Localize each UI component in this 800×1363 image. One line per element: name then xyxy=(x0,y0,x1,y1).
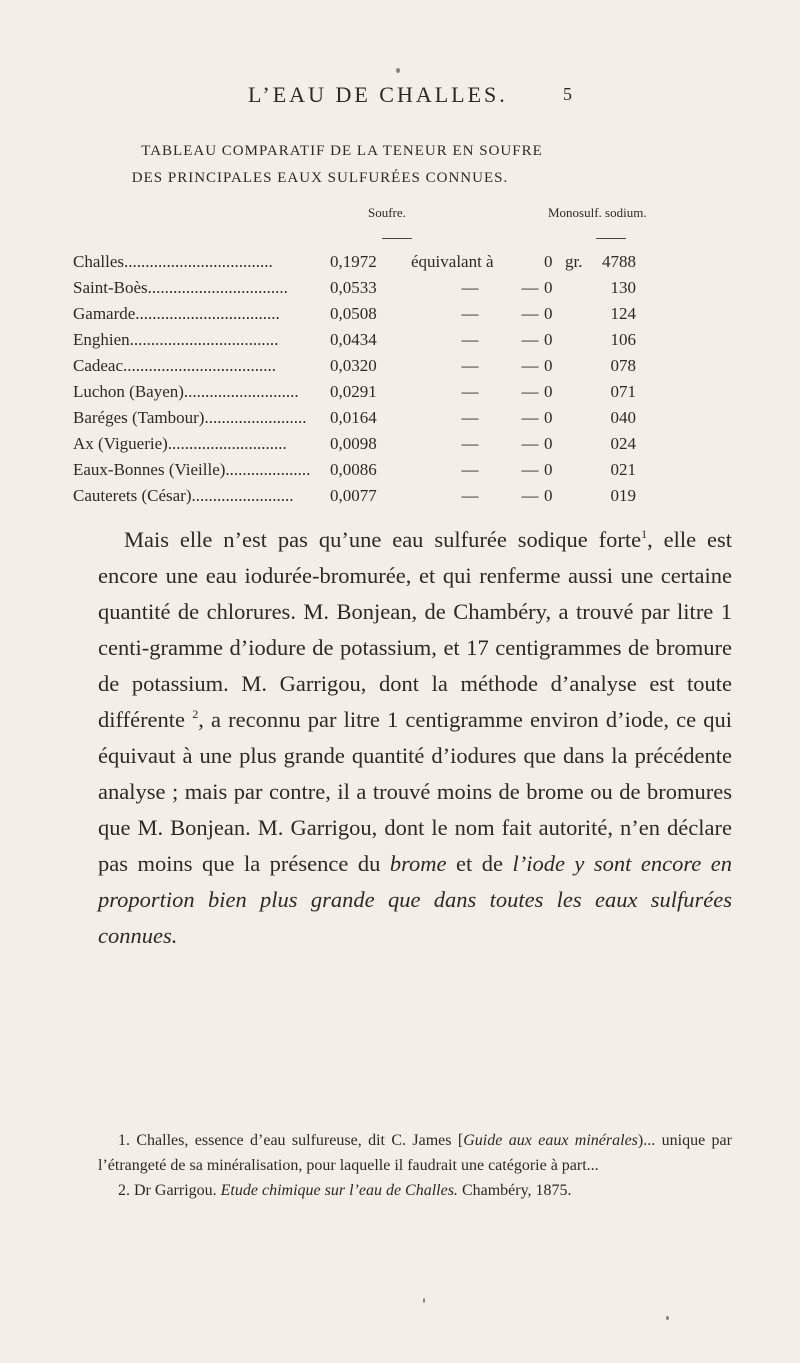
grams-zero: 0 xyxy=(544,330,553,349)
paper-speck xyxy=(423,1298,425,1303)
grams-unit: gr. xyxy=(565,252,583,271)
spring-name: Cadeac.................................... xyxy=(73,356,277,375)
spring-name: Eaux-Bonnes (Vieille).................... xyxy=(73,460,311,479)
running-head xyxy=(0,82,800,112)
table-row xyxy=(0,327,800,353)
ditto-dash: — xyxy=(521,356,539,375)
column-rule xyxy=(382,238,412,239)
table-row xyxy=(0,249,800,275)
soufre-value: 0,0164 xyxy=(330,408,377,427)
ditto-dash: — xyxy=(521,304,539,323)
footnote-1 xyxy=(98,1128,732,1178)
spring-name: Enghien................................... xyxy=(73,330,279,349)
footnote-text: Chambéry, 1875. xyxy=(457,1182,572,1199)
spring-name: Luchon (Bayen)........................... xyxy=(73,382,299,401)
grams-zero: 0 xyxy=(544,304,553,323)
running-title: L’EAU DE CHALLES. xyxy=(248,82,508,107)
column-header-soufre: Soufre. xyxy=(368,205,406,220)
table-row xyxy=(0,275,800,301)
monosulf-value: 021 xyxy=(610,460,636,479)
grams-zero: 0 xyxy=(544,278,553,297)
body-paragraph xyxy=(98,522,732,954)
spring-name: Challes................................... xyxy=(73,252,273,271)
ditto-dash: — xyxy=(461,330,479,349)
monosulf-value: 040 xyxy=(610,408,636,427)
ditto-dash: — xyxy=(521,278,539,297)
soufre-value: 0,0434 xyxy=(330,330,377,349)
ditto-dash: — xyxy=(461,486,479,505)
table-title-line-2: DES PRINCIPALES EAUX SULFURÉES CONNUES. xyxy=(131,170,509,186)
spring-name: Saint-Boès................................. xyxy=(73,278,288,297)
page-number: 5 xyxy=(563,84,572,104)
soufre-value: 0,0291 xyxy=(330,382,377,401)
footnote-ref-1: 1 xyxy=(641,527,648,541)
footnote-ref-2: 2 xyxy=(192,707,199,721)
footnote-text: 2. Dr Garrigou. xyxy=(118,1182,221,1199)
footnote-text: 1. Challes, essence d’eau sulfureuse, dit C. James [ xyxy=(118,1132,464,1149)
column-rule xyxy=(596,238,626,239)
footnotes xyxy=(98,1128,732,1203)
table-row xyxy=(0,379,800,405)
monosulf-value: 071 xyxy=(610,382,636,401)
monosulf-value: 078 xyxy=(610,356,636,375)
monosulf-value: 124 xyxy=(610,304,636,323)
grams-zero: 0 xyxy=(544,382,553,401)
monosulf-value: 130 xyxy=(610,278,636,297)
soufre-value: 0,0077 xyxy=(330,486,377,505)
table-row xyxy=(0,483,800,509)
monosulf-value: 019 xyxy=(610,486,636,505)
ditto-dash: — xyxy=(521,460,539,479)
footnote-italic: Etude chimique sur l’eau de Challes. xyxy=(220,1182,458,1199)
ditto-dash: — xyxy=(521,408,539,427)
grams-zero: 0 xyxy=(544,252,553,271)
ditto-dash: — xyxy=(521,382,539,401)
footnote-text: )... unique par l’étrangeté de sa minéralisation, pour laquelle il faudrait une catégorie à part... xyxy=(98,1132,732,1174)
table-row xyxy=(0,353,800,379)
ditto-dash: — xyxy=(461,356,479,375)
ditto-dash: — xyxy=(521,486,539,505)
spring-name: Baréges (Tambour)........................ xyxy=(73,408,307,427)
soufre-value: 0,1972 xyxy=(330,252,377,271)
ditto-dash: — xyxy=(461,434,479,453)
body-text-segment: , a reconnu par litre 1 centigramme environ d’iode, ce qui équivaut à une plus grande quantité d’iodures que dans la précédente analyse ; mais par contre, il a trouvé moins de brome ou de bromures que M. Bonjean. M. Garrigou, dont le nom fait autorité, n’en déclare pas moins que la présence du xyxy=(98,707,732,876)
ditto-dash: — xyxy=(461,304,479,323)
soufre-value: 0,0508 xyxy=(330,304,377,323)
spring-name: Cauterets (César)........................ xyxy=(73,486,294,505)
soufre-value: 0,0533 xyxy=(330,278,377,297)
equivalence-label: équivalant à xyxy=(411,252,494,271)
body-text-segment: et de xyxy=(446,851,513,876)
monosulf-value: 106 xyxy=(610,330,636,349)
body-text-segment: , elle est encore une eau iodurée-bromurée, et qui renferme aussi une certaine quantité de chlorures. M. Bonjean, de Chambéry, a trouvé par litre 1 centi-gramme d’iodure de potassium, et 17 centigrammes de bromure de potassium. M. Garrigou, dont la méthode d’analyse est toute différente xyxy=(98,527,732,732)
spring-name: Gamarde.................................. xyxy=(73,304,280,323)
table-row xyxy=(0,405,800,431)
soufre-value: 0,0086 xyxy=(330,460,377,479)
grams-zero: 0 xyxy=(544,434,553,453)
ditto-dash: — xyxy=(461,382,479,401)
table-row xyxy=(0,431,800,457)
grams-zero: 0 xyxy=(544,408,553,427)
grams-zero: 0 xyxy=(544,356,553,375)
table-row xyxy=(0,457,800,483)
monosulf-value: 4788 xyxy=(602,252,636,271)
paper-speck xyxy=(396,68,400,73)
italic-text: l’iode y sont encore en proportion bien plus grande que dans toutes les eaux sulfurées connues. xyxy=(98,851,732,948)
italic-text: brome xyxy=(389,851,447,876)
table-row xyxy=(0,301,800,327)
grams-zero: 0 xyxy=(544,460,553,479)
ditto-dash: — xyxy=(521,330,539,349)
paper-speck xyxy=(666,1316,669,1320)
ditto-dash: — xyxy=(461,408,479,427)
ditto-dash: — xyxy=(461,278,479,297)
column-header-monosulf: Monosulf. sodium. xyxy=(548,205,647,220)
soufre-value: 0,0098 xyxy=(330,434,377,453)
ditto-dash: — xyxy=(521,434,539,453)
table-title-line-1: TABLEAU COMPARATIF DE LA TENEUR EN SOUFRE xyxy=(141,143,543,159)
footnote-italic: Guide aux eaux minérales xyxy=(463,1132,638,1149)
footnote-2 xyxy=(98,1178,732,1203)
spring-name: Ax (Viguerie)............................ xyxy=(73,434,287,453)
grams-zero: 0 xyxy=(544,486,553,505)
ditto-dash: — xyxy=(461,460,479,479)
soufre-value: 0,0320 xyxy=(330,356,377,375)
monosulf-value: 024 xyxy=(610,434,636,453)
body-text-segment: Mais elle n’est pas qu’une eau sulfurée sodique forte xyxy=(124,527,642,552)
